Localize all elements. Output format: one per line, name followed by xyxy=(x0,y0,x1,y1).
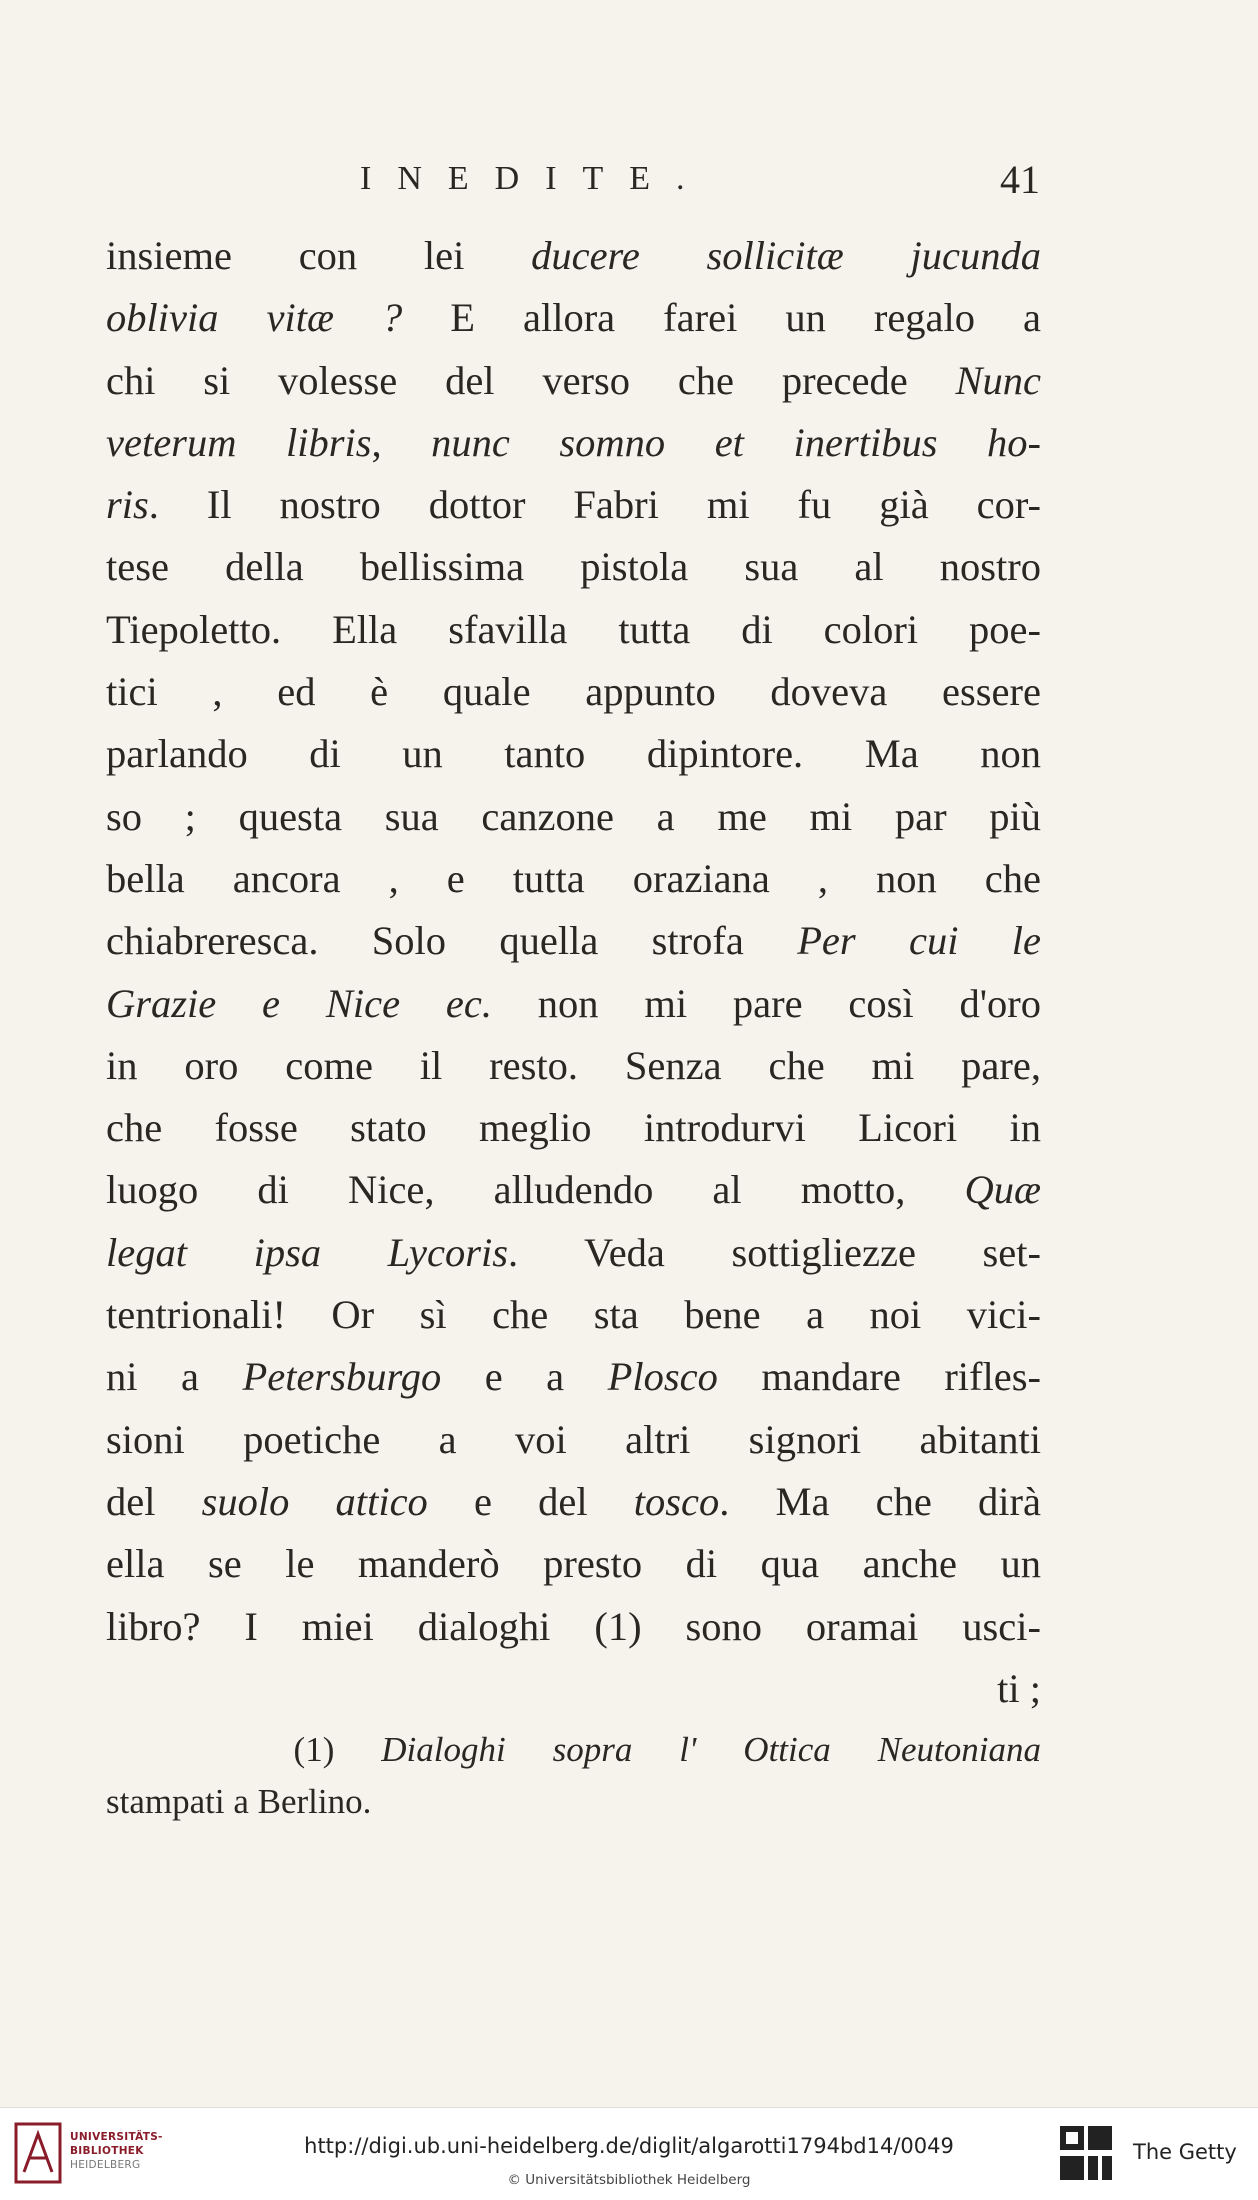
text-line xyxy=(106,910,1041,972)
text-line xyxy=(106,536,1041,598)
text-line-text: parlando di un tanto dipintore. Ma non xyxy=(106,731,1041,777)
text-line xyxy=(106,1159,1041,1221)
text-line xyxy=(106,1658,1041,1720)
text-line-text: chi si volesse del verso che precede Nunc xyxy=(106,357,1041,403)
footnote-line-text: stampati a Berlino. xyxy=(106,1782,372,1821)
footnote-line xyxy=(106,1724,1041,1776)
text-line-text: Grazie e Nice ec. non mi pare così d'oro xyxy=(106,980,1041,1026)
text-line-text: tici , ed è quale appunto doveva essere xyxy=(106,669,1041,715)
text-line-text: oblivia vitæ ? E allora farei un regalo a xyxy=(106,295,1041,341)
text-line xyxy=(106,287,1041,349)
text-line-text: del suolo attico e del tosco. Ma che dirà xyxy=(106,1478,1041,1524)
text-line-text: in oro come il resto. Senza che mi pare, xyxy=(106,1042,1041,1088)
text-line-text: ni a Petersburgo e a Plosco mandare rifles- xyxy=(106,1354,1041,1400)
page-number: 41 xyxy=(1000,157,1040,202)
text-line-text: legat ipsa Lycoris. Veda sottigliezze set- xyxy=(106,1229,1041,1275)
footnote-line xyxy=(106,1776,1041,1828)
text-line-text: tentrionali! Or sì che sta bene a noi vici- xyxy=(106,1292,1041,1338)
text-line xyxy=(106,1222,1041,1284)
text-line-text: ti ; xyxy=(997,1665,1041,1711)
text-line xyxy=(106,225,1041,287)
text-line xyxy=(106,973,1041,1035)
text-line-text: so ; questa sua canzone a me mi par più xyxy=(106,793,1041,839)
text-line xyxy=(106,723,1041,785)
text-line xyxy=(106,1097,1041,1159)
text-line-text: sioni poetiche a voi altri signori abitanti xyxy=(106,1416,1041,1462)
library-name-line1: UNIVERSITÄTS- xyxy=(70,2131,163,2143)
text-line-text: che fosse stato meglio introdurvi Licori in xyxy=(106,1105,1041,1151)
text-line xyxy=(106,474,1041,536)
text-line xyxy=(106,1596,1041,1658)
text-line xyxy=(106,350,1041,412)
text-line-text: tese della bellissima pistola sua al nostro xyxy=(106,544,1041,590)
text-line xyxy=(106,1471,1041,1533)
footnote xyxy=(106,1724,1041,1828)
text-line-text: ella se le manderò presto di qua anche un xyxy=(106,1541,1041,1587)
text-line xyxy=(106,661,1041,723)
library-name-line2: BIBLIOTHEK xyxy=(70,2145,144,2157)
text-line xyxy=(106,1346,1041,1408)
text-line xyxy=(106,848,1041,910)
text-line xyxy=(106,412,1041,474)
viewer-footer xyxy=(0,2107,1258,2200)
permalink-url[interactable]: http://digi.ub.uni-heidelberg.de/diglit/algarotti1794bd14/0049 xyxy=(304,2134,954,2158)
copyright-notice: © Universitätsbibliothek Heidelberg xyxy=(507,2172,751,2188)
partner-name: The Getty xyxy=(1133,2140,1237,2164)
text-line xyxy=(106,599,1041,661)
text-line xyxy=(106,1533,1041,1595)
text-line-text: Tiepoletto. Ella sfavilla tutta di colori poe- xyxy=(106,606,1041,652)
text-line xyxy=(106,1284,1041,1346)
text-line-text: libro? I miei dialoghi (1) sono oramai usci- xyxy=(106,1603,1041,1649)
text-line-text: bella ancora , e tutta oraziana , non che xyxy=(106,855,1041,901)
text-line-text: ris. Il nostro dottor Fabri mi fu già cor- xyxy=(106,482,1041,528)
text-line-text: insieme con lei ducere sollicitæ jucunda xyxy=(106,233,1041,278)
text-line xyxy=(106,786,1041,848)
getty-logo-icon xyxy=(1060,2126,1112,2182)
text-line-text: luogo di Nice, alludendo al motto, Quæ xyxy=(106,1167,1041,1213)
body-text xyxy=(106,225,1041,1720)
library-name-line3: HEIDELBERG xyxy=(70,2159,141,2171)
running-header xyxy=(360,157,1040,210)
text-line xyxy=(106,1035,1041,1097)
running-title: INEDITE. xyxy=(360,160,711,197)
text-line-text: chiabreresca. Solo quella strofa Per cui le xyxy=(106,918,1041,964)
text-line-text: veterum libris, nunc somno et inertibus ho- xyxy=(106,419,1041,465)
footnote-line-text: (1) Dialoghi sopra l' Ottica Neutoniana xyxy=(106,1730,1041,1769)
text-line xyxy=(106,1409,1041,1471)
